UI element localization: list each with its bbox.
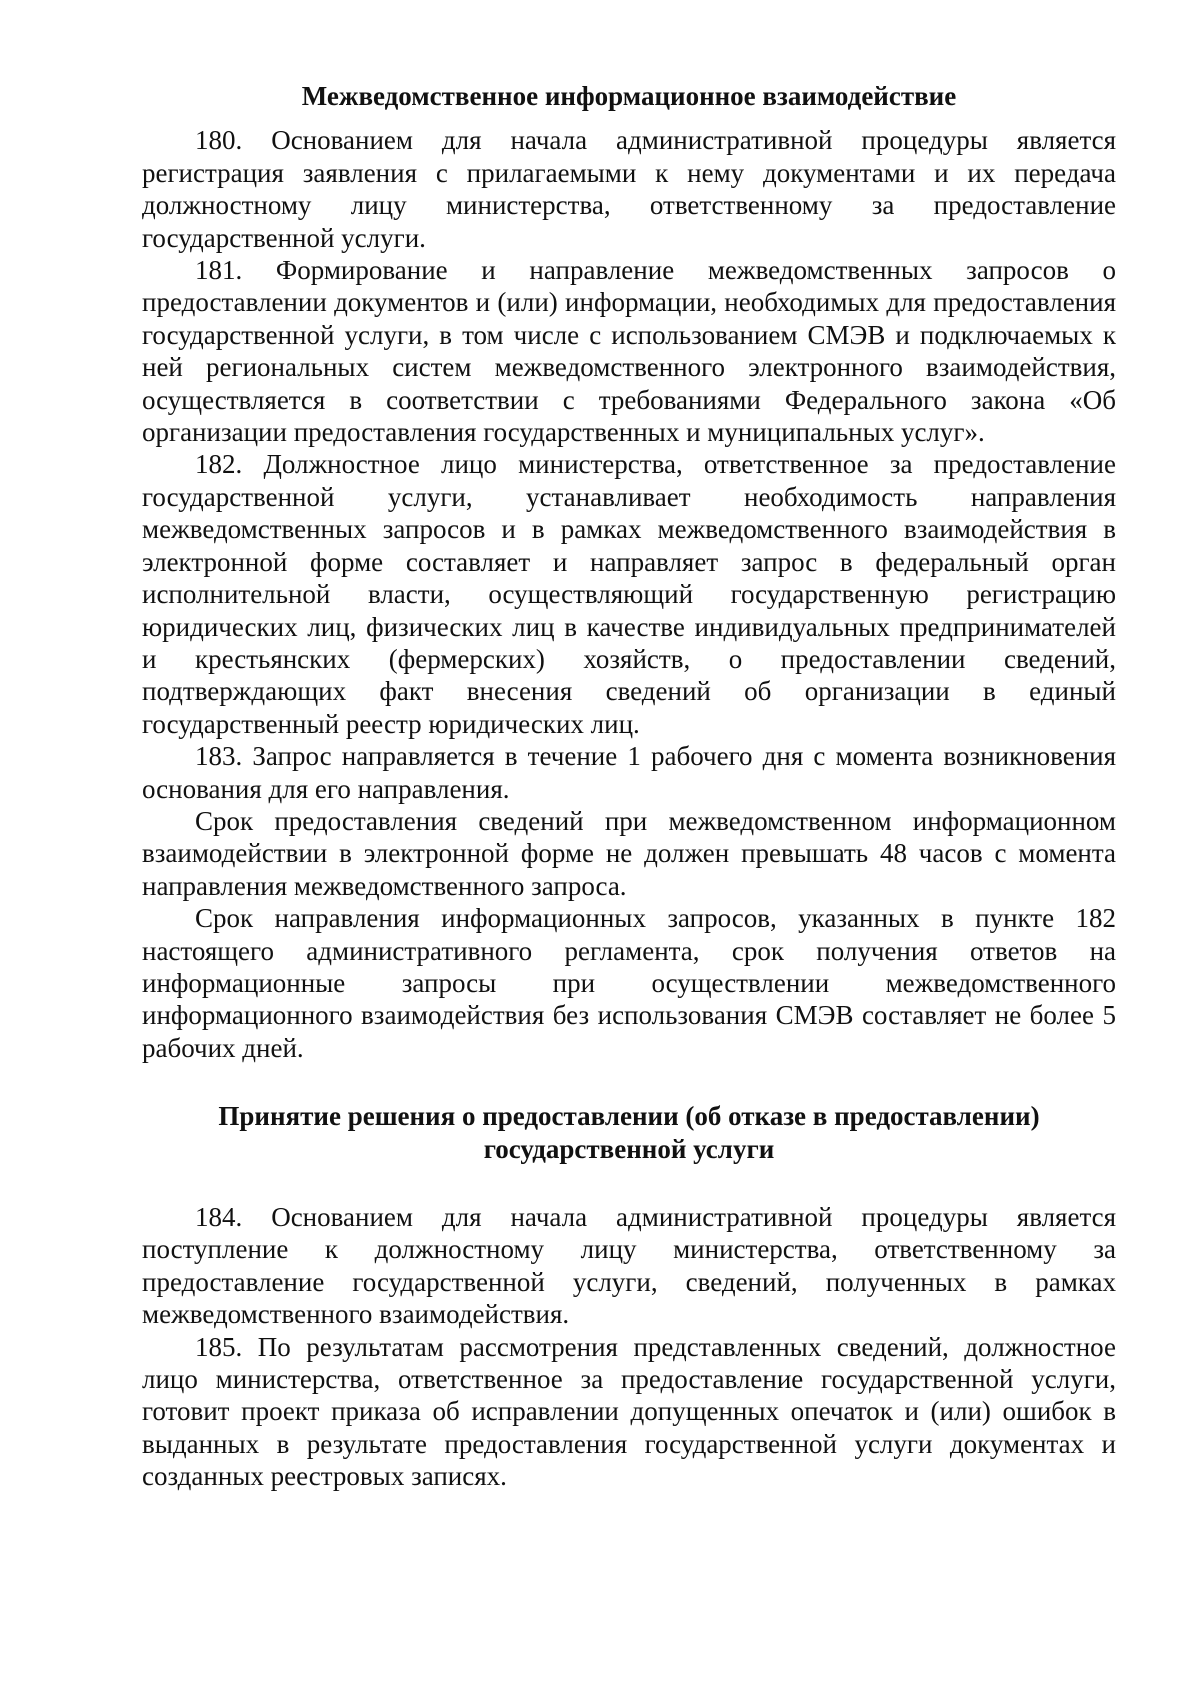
paragraph-response-term: Срок предоставления сведений при межведомственном информационном взаимодействии в электронной форме не должен превышать 48 часов с момента направления межведомственного запроса. [142,805,1116,901]
section-heading-decision: Принятие решения о предоставлении (об отказе в предоставлении) государственной услуги [218,1101,1040,1164]
paragraph-185: 185. По результатам рассмотрения представленных сведений, должностное лицо министерства, ответственное за предоставление государственной услуги, готовит проект приказа об исправлении допущенных опечаток и (или) ошибок в выданных в результате предоставления государственной услуги документах и созданных реестровых записях. [142,1331,1116,1492]
paragraph-181: 181. Формирование и направление межведомственных запросов о предоставлении документов и (или) информации, необходимых для предоставления государственной услуги, в том числе с использованием СМЭВ и подключаемых к ней региональных систем межведомственного электронного взаимодействия, осуществляется в соответствии с требованиями Федерального закона «Об организации предоставления государственных и муниципальных услуг». [142,255,1116,448]
paragraph-182: 182. Должностное лицо министерства, ответственное за предоставление государственной услуги, устанавливает необходимость направления межведомственных запросов и в рамках межведомственного взаимодействия в электронной форме составляет и направляет запрос в федеральный орган исполнительной власти, осуществляющий государственную регистрацию юридических лиц, физических лиц в качестве индивидуальных предпринимателей и крестьянских (фермерских) хозяйств, о предоставлении сведений, подтверждающих факт внесения сведений об организации в единый государственный реестр юридических лиц. [142,449,1116,739]
section-heading-interagency: Межведомственное информационное взаимодействие [301,81,957,111]
paragraph-184: 184. Основанием для начала административной процедуры является поступление к должностному лицу министерства, ответственному за предоставление государственной услуги, сведений, полученных в рамках межведомственного взаимодействия. [142,1202,1116,1330]
paragraph-183: 183. Запрос направляется в течение 1 рабочего дня с момента возникновения основания для его направления. [142,741,1116,804]
paragraph-180: 180. Основанием для начала административной процедуры является регистрация заявления с прилагаемыми к нему документами и их передача должностному лицу министерства, ответственному за предоставление государственной услуги. [142,125,1116,253]
paragraph-request-term: Срок направления информационных запросов, указанных в пункте 182 настоящего административного регламента, срок получения ответов на информационные запросы при осуществлении межведомственного информационного взаимодействия без использования СМЭВ составляет не более 5 рабочих дней. [142,903,1116,1063]
document-page [142,80,1116,1493]
